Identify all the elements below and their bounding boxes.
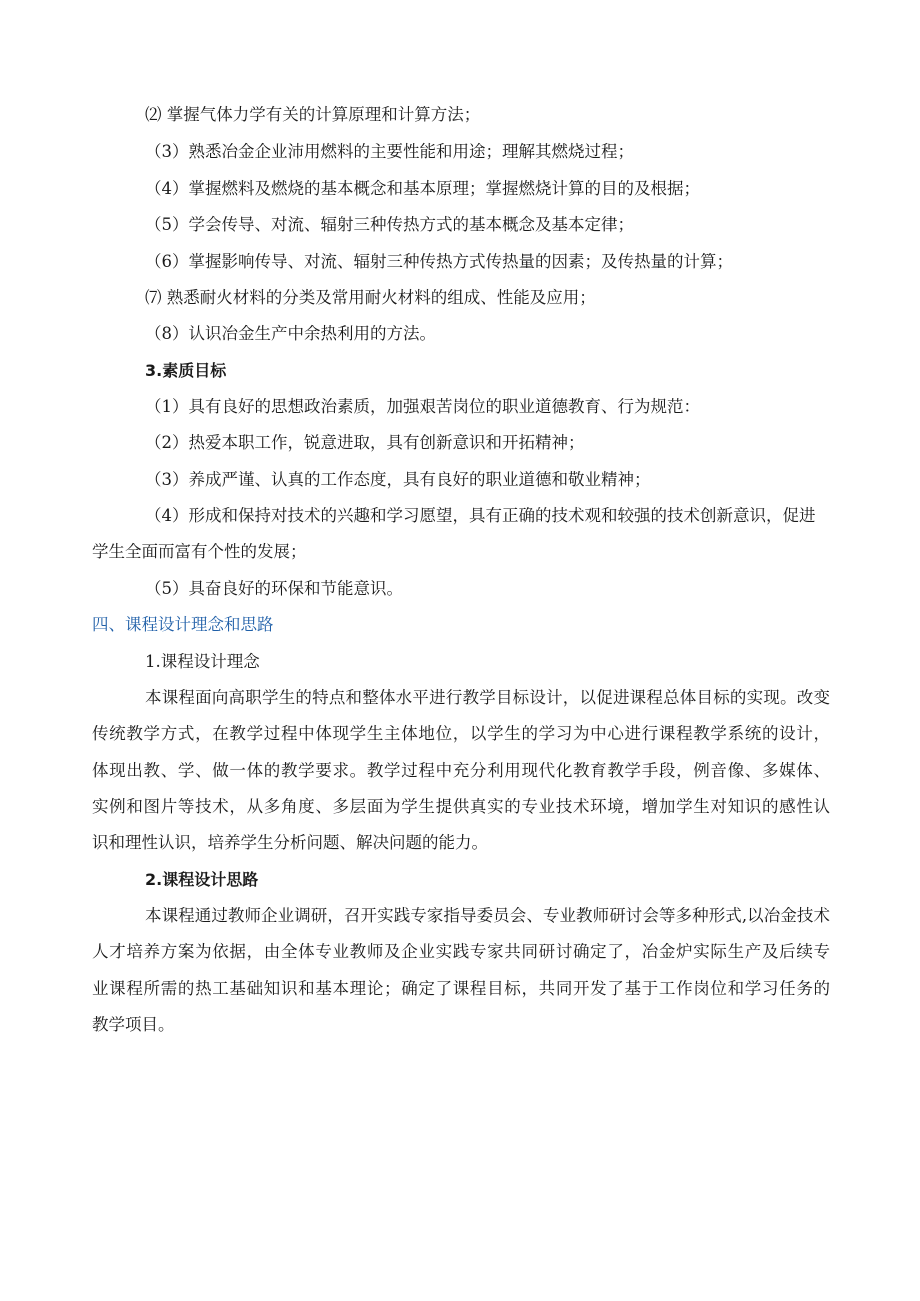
knowledge-item-3: （3）熟悉冶金企业沛用燃料的主要性能和用途；理解其燃烧过程； xyxy=(145,142,634,161)
knowledge-item-4: （4）掌握燃料及燃烧的基本概念和基本原理；掌握燃烧计算的目的及根据； xyxy=(145,179,700,198)
quality-goals-heading: 3.素质目标 xyxy=(145,361,227,380)
knowledge-item-8: （8）认识冶金生产中余热利用的方法。 xyxy=(145,324,436,343)
approach-paragraph-line-3: 业课程所需的热工基础知识和基本理论；确定了课程目标，共同开发了基于工作岗位和学习任务的 xyxy=(92,979,830,998)
concept-paragraph-line-5: 识和理性认识，培养学生分析问题、解决问题的能力。 xyxy=(92,833,488,852)
quality-item-1: （1）具有良好的思想政治素质，加强艰苦岗位的职业道德教育、行为规范： xyxy=(145,397,700,416)
approach-paragraph-line-4: 教学项目。 xyxy=(92,1015,175,1034)
concept-paragraph-line-2: 传统教学方式，在教学过程中体现学生主体地位，以学生的学习为中心进行课程教学系统的设计， xyxy=(92,724,830,743)
approach-paragraph-line-2: 人才培养方案为依据，由全体专业教师及企业实践专家共同研讨确定了，冶金炉实际生产及后续专 xyxy=(92,942,830,961)
quality-item-4-line-1: （4）形成和保持对技术的兴趣和学习愿望，具有正确的技术观和较强的技术创新意识，促进 xyxy=(145,506,816,525)
quality-item-2: （2）热爱本职工作，锐意进取，具有创新意识和开拓精神； xyxy=(145,433,585,452)
knowledge-item-2: ⑵ 掌握气体力学有关的计算原理和计算方法； xyxy=(145,105,481,124)
concept-paragraph-line-3: 体现出教、学、做一体的教学要求。教学过程中充分利用现代化教育教学手段，例音像、多媒体、 xyxy=(92,761,830,780)
concept-paragraph-line-4: 实例和图片等技术，从多角度、多层面为学生提供真实的专业技术环境，增加学生对知识的感性认 xyxy=(92,797,830,816)
quality-item-5: （5）具奋良好的环保和节能意识。 xyxy=(145,579,403,598)
knowledge-item-5: （5）学会传导、对流、辐射三种传热方式的基本概念及基本定律； xyxy=(145,215,634,234)
quality-item-3: （3）养成严谨、认真的工作态度，具有良好的职业道德和敬业精神； xyxy=(145,470,651,489)
quality-item-4-line-2: 学生全面而富有个性的发展； xyxy=(92,542,307,561)
approach-heading: 2.课程设计思路 xyxy=(145,870,259,889)
concept-paragraph-line-1: 本课程面向高职学生的特点和整体水平进行教学目标设计，以促进课程总体目标的实现。改变 xyxy=(145,688,830,707)
approach-paragraph-line-1: 本课程通过教师企业调研，召开实践专家指导委员会、专业教师研讨会等多种形式,以冶金技术 xyxy=(145,906,830,925)
section-heading: 四、课程设计理念和思路 xyxy=(92,615,274,634)
concept-heading: 1.课程设计理念 xyxy=(145,652,260,671)
knowledge-item-7: ⑺ 熟悉耐火材料的分类及常用耐火材料的组成、性能及应用； xyxy=(145,288,596,307)
knowledge-item-6: （6）掌握影响传导、对流、辐射三种传热方式传热量的因素；及传热量的计算； xyxy=(145,252,733,271)
